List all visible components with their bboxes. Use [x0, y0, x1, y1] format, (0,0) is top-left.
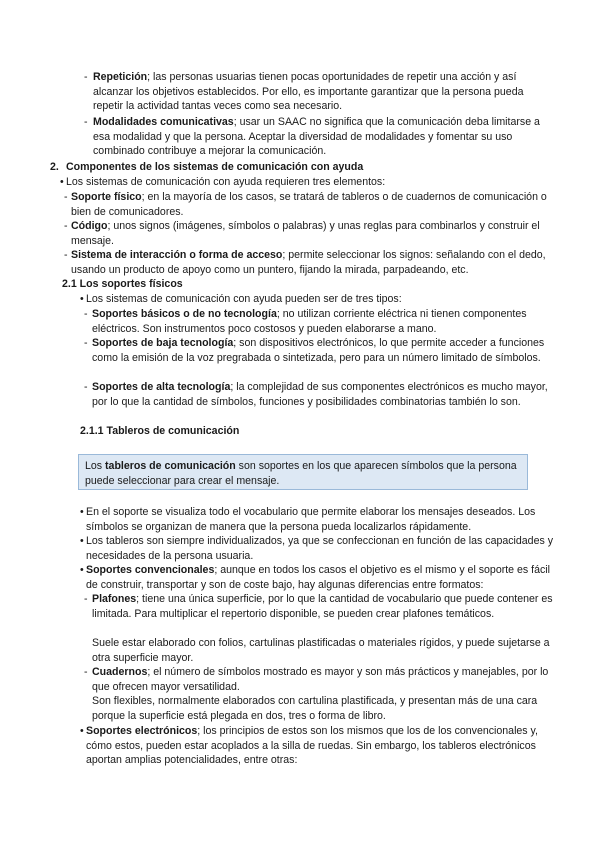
definition: ; aunque en todos los casos el objetivo es el mismo y el soporte es fácil de construir, transportar y son de coste bajo, hay algunas diferencias entre formatos: [86, 564, 550, 591]
term: Soportes convencionales [86, 564, 215, 576]
bullet-marker: • [60, 176, 64, 188]
format-cuadernos [84, 665, 554, 694]
section-heading-2-1-1: 2.1.1 Tableros de comunicación [80, 425, 240, 437]
definition: ; los principios de estos son los mismos que los de los convencionales y, cómo estos, pueden estar acoplados a la silla de ruedas. Sin embargo, los tableros electrónicos aportan amplias potencialidades, entre otras: [86, 725, 539, 767]
bullet-soportes-electronicos [80, 724, 558, 768]
section-number: 2. [50, 161, 59, 173]
definition: ; las personas usuarias tienen pocas oportunidades de repetir una acción y así alcanzar los objetivos establecidos. Por ello, es importante garantizar que la persona pueda repetir la actividad tantas veces como sea necesario. [93, 71, 524, 113]
dash-marker: - [84, 71, 88, 83]
term: Modalidades comunicativas [93, 116, 234, 128]
list-item-repeticion [84, 70, 554, 114]
bullet-soportes-convencionales [80, 563, 558, 592]
definition: ; no utilizan corriente eléctrica ni tienen componentes eléctricos. Son instrumentos poco costosos y pueden elaborarse a mano. [92, 308, 527, 335]
section-heading-2-1: 2.1 Los soportes físicos [62, 278, 183, 290]
dash-marker: - [84, 381, 88, 393]
section-heading-2 [50, 160, 550, 175]
term: Sistema de interacción o forma de acceso [71, 249, 283, 261]
bullet-intro-types [80, 292, 550, 307]
bullet-marker: • [80, 293, 84, 305]
callout-text-pre: Los [85, 460, 106, 472]
list-item-modalidades [84, 115, 554, 159]
callout-text-post: son soportes en los que aparecen símbolos que la persona puede seleccionar para crear el mensaje. [85, 460, 517, 487]
definition: ; permite seleccionar los signos: señalando con el dedo, usando un producto de apoyo como un puntero, fijando la mirada, parpadeando, etc. [71, 249, 546, 276]
term: Plafones [92, 593, 137, 605]
definition: ; tiene una única superficie, por lo que la cantidad de vocabulario que puede contener es limitada. Para multiplicar el repertorio disponible, se pueden crear plafones temáticos. [92, 593, 553, 620]
element-soporte-fisico [64, 190, 556, 219]
dash-marker: - [64, 191, 68, 203]
dash-marker: - [84, 308, 88, 320]
definition: ; en la mayoría de los casos, se tratará de tableros o de cuadernos de comunicación o bien de comunicadores. [71, 191, 547, 218]
type-baja-tecnologia [84, 336, 554, 365]
element-sistema-interaccion [64, 248, 556, 277]
dash-marker: - [84, 337, 88, 349]
type-alta-tecnologia [84, 380, 554, 409]
section-title: Componentes de los sistemas de comunicación con ayuda [65, 161, 364, 173]
dash-marker: - [84, 593, 88, 605]
bullet-marker: • [80, 564, 84, 576]
element-codigo [64, 219, 556, 248]
term: Soportes de baja tecnología [92, 337, 234, 349]
bullet-text: En el soporte se visualiza todo el vocabulario que permite elaborar los mensajes deseados. Los símbolos se organizan de manera que la persona pueda localizarlos rápidamente. [86, 506, 536, 533]
bullet-marker: • [80, 725, 84, 737]
term: Soportes electrónicos [86, 725, 198, 737]
definition: ; el número de símbolos mostrado es mayor y son más prácticos y manejables, por lo que ofrecen mayor versatilidad. [92, 666, 549, 693]
definition: ; la complejidad de sus componentes electrónicos es mucho mayor, por lo que la cantidad de símbolos, funciones y posibilidades combinatorias también lo son. [92, 381, 548, 408]
callout-term: tableros de comunicación [105, 460, 236, 472]
term: Soportes básicos o de no tecnología [92, 308, 277, 320]
plafones-materials: Suele estar elaborado con folios, cartulinas plastificadas o materiales rígidos, y puede sujetarse a otra superficie mayor. [92, 637, 550, 664]
type-no-tecnologia [84, 307, 554, 336]
definition: ; unos signos (imágenes, símbolos o palabras) y unas reglas para combinarlos y construir el mensaje. [71, 220, 540, 247]
dash-marker: - [84, 666, 88, 678]
dash-marker: - [84, 116, 88, 128]
definition-callout [78, 454, 528, 490]
definition: ; son dispositivos electrónicos, lo que permite acceder a funciones como la emisión de la voz pregrabada o sintetizada, pero para un número limitado de símbolos. [92, 337, 545, 364]
bullet-text: Los tableros son siempre individualizados, ya que se confeccionan en función de las capacidades y necesidades de la persona usuaria. [86, 535, 554, 562]
dash-marker: - [64, 220, 68, 232]
bullet-individualizados [80, 534, 558, 563]
bullet-vocabulario [80, 505, 558, 534]
definition: ; usar un SAAC no significa que la comunicación deba limitarse a esa modalidad y que la persona. Aceptar la diversidad de modalidades y fomentar su uso combinado contribuye a mejorar la comunicación. [93, 116, 540, 158]
bullet-marker: • [80, 535, 84, 547]
bullet-marker: • [80, 506, 84, 518]
bullet-intro [60, 175, 540, 190]
term: Código [71, 220, 108, 232]
bullet-text: Los sistemas de comunicación con ayuda requieren tres elementos: [66, 176, 386, 188]
bullet-text: Los sistemas de comunicación con ayuda pueden ser de tres tipos: [86, 293, 402, 305]
term: Soportes de alta tecnología [92, 381, 231, 393]
term: Cuadernos [92, 666, 148, 678]
cuadernos-materials: Son flexibles, normalmente elaborados con cartulina plastificada, y presentan más de una cara porque la superficie está plegada en dos, tres o forma de libro. [92, 695, 538, 722]
term: Repetición [93, 71, 148, 83]
format-plafones [84, 592, 554, 621]
dash-marker: - [64, 249, 68, 261]
term: Soporte físico [71, 191, 142, 203]
